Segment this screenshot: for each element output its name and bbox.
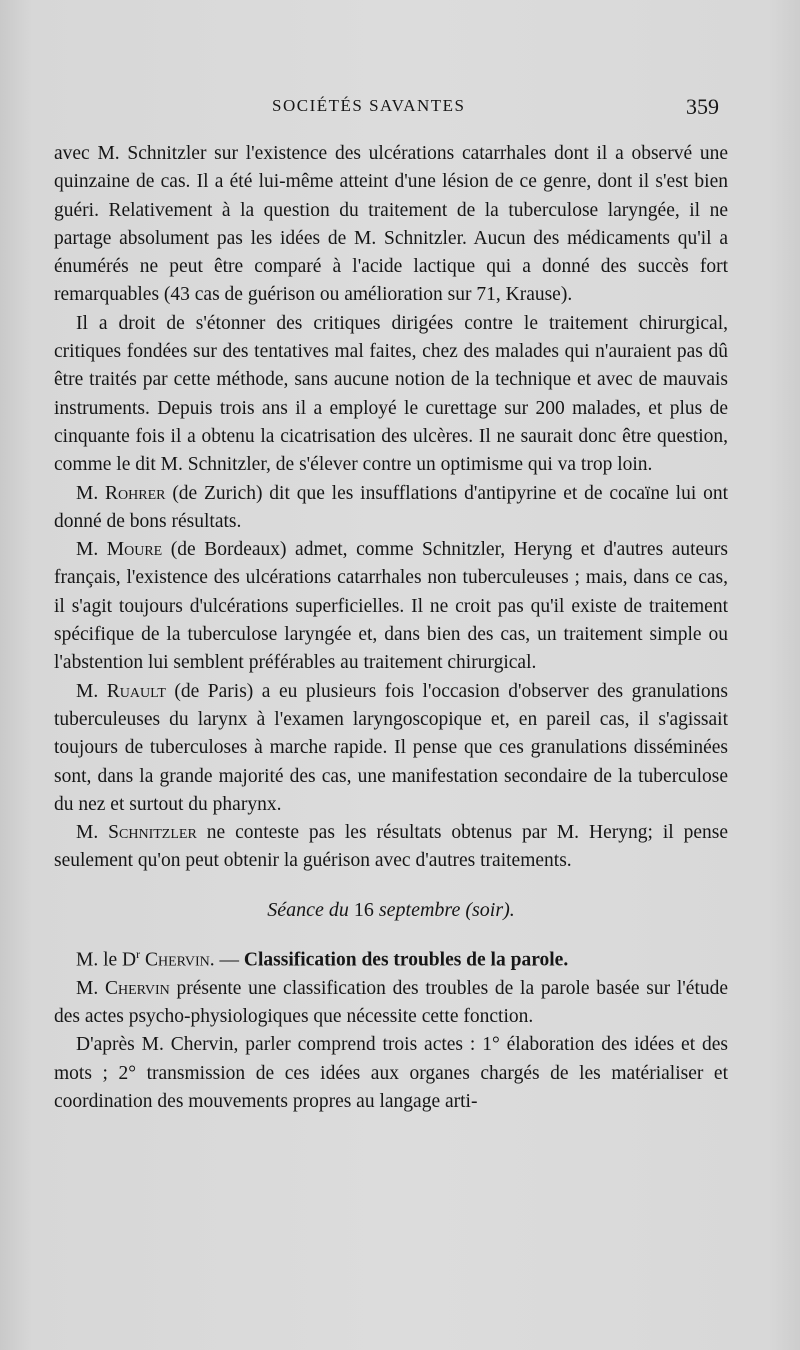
- topic-heading: M. le $D^r$ Chervin. — Classification des troubles de la parole.: [76, 947, 569, 971]
- topic-title: Classification des troubles de la parole.: [243, 949, 569, 971]
- speaker-name: Moure: [106, 539, 163, 561]
- paragraph-text: (de Bordeaux) admet, comme Schnitzler, Heryng et d'autres auteurs français, l'existence des ulcérations catarrhales non tuberculeuses ; mais, dans ce cas, il s'agit toujours d'ulcérations superficielles. Il ne croit pas qu'il existe de traitement spécifique de la tuberculose laryngée et, dans bien des cas, un traitement simple ou l'abstention lui semblent préférables au traitement chirurgical.: [54, 539, 729, 674]
- paragraph: [54, 975, 728, 1032]
- paragraph: [54, 536, 728, 677]
- speaker-name: Rohrer: [105, 482, 166, 504]
- paragraph: [54, 819, 728, 876]
- page-number: 359: [686, 94, 719, 119]
- speaker-prefix: M.: [76, 822, 99, 844]
- speaker-name: Chervin: [145, 949, 210, 971]
- paragraph-text: présente une classification des troubles de la parole basée sur l'étude des actes psycho-physiologiques que nécessite cette fonction.: [54, 977, 729, 1028]
- paragraph-text: (de Zurich) dit que les insufflations d'antipyrine et de cocaïne lui ont donné de bons résultats.: [54, 482, 728, 532]
- speaker-name: Ruault: [106, 680, 166, 702]
- text-body: [54, 140, 728, 1116]
- paragraph: D'après M. Chervin, parler comprend trois actes : 1° élaboration des idées et des mots ; 2° transmission de ces idées aux organes chargés de les matérialiser et coordination des mouvements propres au langage arti-: [54, 1034, 728, 1112]
- section-heading: Séance du 16 septembre (soir).: [267, 898, 515, 921]
- speaker-prefix: M.: [76, 977, 99, 999]
- paragraph: [54, 480, 728, 537]
- paragraph: [54, 678, 728, 819]
- paragraph-text: (de Paris) a eu plusieurs fois l'occasion d'observer des granulations tuberculeuses du larynx à l'examen laryngoscopique et, en pareil cas, il s'agissait toujours de tuberculoses à marche rapide. Il pense que ces granulations disséminées sont, dans la grande majorité des cas, une manifestation secondaire de la tuberculose du nez et surtout du pharynx.: [54, 680, 729, 815]
- speaker-prefix: M.: [76, 680, 99, 702]
- speaker-name: Schnitzler: [108, 822, 197, 844]
- page-header: [0, 96, 800, 126]
- paragraph: avec M. Schnitzler sur l'existence des ulcérations catarrhales dont il a observé une quinzaine de cas. Il a été lui-même atteint d'une lésion de ce genre, dont il s'est bien guéri. Relativement à la question du traitement de la tuberculose laryngée, il ne partage absolument pas les idées de M. Schnitzler. Aucun des médicaments qu'il a énumérés ne peut être comparé à l'acide lactique qui a donné des succès fort remarquables (43 cas de guérison ou amélioration sur 71, Krause).: [54, 143, 728, 306]
- speaker-prefix: M.: [76, 539, 99, 561]
- running-title: SOCIÉTÉS SAVANTES: [272, 96, 466, 115]
- paragraph: Il a droit de s'étonner des critiques dirigées contre le traitement chirurgical, critiques fondées sur des tentatives mal faites, chez des malades qui n'auraient pas dû être traités par cette méthode, sans aucune notion de la technique et avec de mauvais instruments. Depuis trois ans il a employé le curettage sur 200 malades, et plus de cinquante fois il a obtenu la cicatrisation des ulcères. Il ne saurait donc être question, comme le dit M. Schnitzler, de s'élever contre un optimisme qui va trop loin.: [54, 312, 728, 476]
- speaker-prefix: M.: [76, 482, 99, 504]
- speaker-name: Chervin: [104, 977, 170, 999]
- paragraph-text: ne conteste pas les résultats obtenus par M. Heryng; il pense seulement qu'on peut obtenir la guérison avec d'autres traitements.: [54, 822, 729, 872]
